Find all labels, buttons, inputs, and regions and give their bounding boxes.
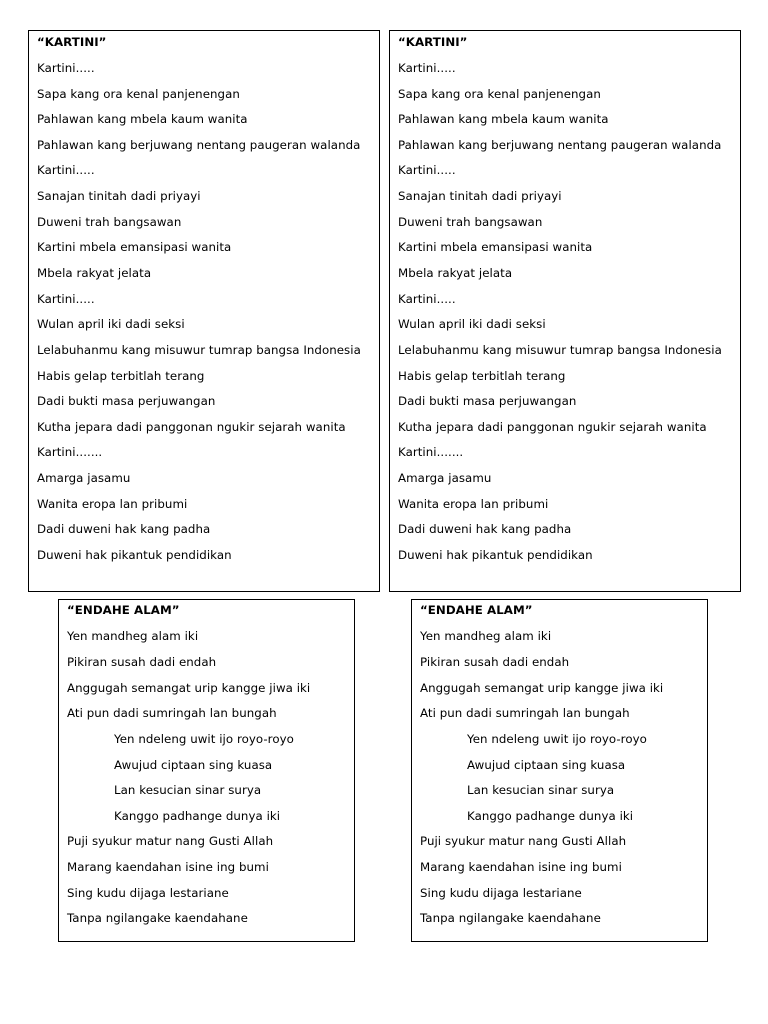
kartini-line: Kartini mbela emansipasi wanita [37, 240, 232, 254]
endahe-alam-title: “ENDAHE ALAM” [420, 603, 533, 617]
kartini-line: Kartini..... [37, 292, 95, 306]
endahe-alam-title: “ENDAHE ALAM” [67, 603, 180, 617]
kartini-line: Duweni trah bangsawan [398, 215, 543, 229]
endahe-alam-line: Pikiran susah dadi endah [420, 655, 570, 669]
kartini-line: Kartini mbela emansipasi wanita [398, 240, 593, 254]
kartini-line: Dadi duweni hak kang padha [37, 522, 211, 536]
kartini-line: Kartini..... [37, 61, 95, 75]
endahe-alam-line: Pikiran susah dadi endah [67, 655, 217, 669]
endahe-alam-line: Awujud ciptaan sing kuasa [467, 758, 626, 772]
kartini-line: Kartini..... [398, 292, 456, 306]
endahe-alam-line: Yen ndeleng uwit ijo royo-royo [114, 732, 294, 746]
kartini-line: Pahlawan kang mbela kaum wanita [37, 112, 248, 126]
kartini-line: Kartini..... [37, 163, 95, 177]
endahe-alam-line: Ati pun dadi sumringah lan bungah [67, 706, 277, 720]
kartini-line: Dadi bukti masa perjuwangan [37, 394, 216, 408]
endahe-alam-line: Anggugah semangat urip kangge jiwa iki [420, 681, 664, 695]
kartini-line: Pahlawan kang berjuwang nentang paugeran walanda [37, 138, 361, 152]
kartini-title: “KARTINI” [398, 35, 468, 49]
kartini-line: Pahlawan kang mbela kaum wanita [398, 112, 609, 126]
endahe-alam-line: Yen mandheg alam iki [420, 629, 552, 643]
kartini-line: Wanita eropa lan pribumi [398, 497, 549, 511]
endahe-alam-line: Puji syukur matur nang Gusti Allah [420, 834, 627, 848]
kartini-line: Kutha jepara dadi panggonan ngukir sejarah wanita [398, 420, 707, 434]
endahe-alam-line: Anggugah semangat urip kangge jiwa iki [67, 681, 311, 695]
endahe-alam-line: Sing kudu dijaga lestariane [420, 886, 582, 900]
endahe-alam-line: Awujud ciptaan sing kuasa [114, 758, 273, 772]
endahe-alam-line: Yen mandheg alam iki [67, 629, 199, 643]
endahe-alam-line: Sing kudu dijaga lestariane [67, 886, 229, 900]
kartini-line: Dadi duweni hak kang padha [398, 522, 572, 536]
kartini-line: Duweni hak pikantuk pendidikan [398, 548, 593, 562]
endahe-alam-line: Marang kaendahan isine ing bumi [420, 860, 622, 874]
kartini-poem-box-left [28, 30, 380, 592]
endahe-alam-line: Lan kesucian sinar surya [467, 783, 615, 797]
endahe-alam-line: Ati pun dadi sumringah lan bungah [420, 706, 630, 720]
kartini-line: Kartini..... [398, 61, 456, 75]
kartini-line: Amarga jasamu [37, 471, 131, 485]
kartini-line: Duweni trah bangsawan [37, 215, 182, 229]
kartini-line: Lelabuhanmu kang misuwur tumrap bangsa Indonesia [398, 343, 722, 357]
kartini-line: Lelabuhanmu kang misuwur tumrap bangsa Indonesia [37, 343, 361, 357]
kartini-line: Amarga jasamu [398, 471, 492, 485]
kartini-line: Mbela rakyat jelata [398, 266, 513, 280]
kartini-line: Pahlawan kang berjuwang nentang paugeran walanda [398, 138, 722, 152]
kartini-line: Wulan april iki dadi seksi [398, 317, 546, 331]
kartini-title: “KARTINI” [37, 35, 107, 49]
kartini-line: Dadi bukti masa perjuwangan [398, 394, 577, 408]
kartini-line: Sapa kang ora kenal panjenengan [37, 87, 240, 101]
kartini-line: Habis gelap terbitlah terang [398, 369, 566, 383]
endahe-alam-line: Kanggo padhange dunya iki [467, 809, 634, 823]
kartini-poem-box-right [389, 30, 741, 592]
endahe-alam-line: Marang kaendahan isine ing bumi [67, 860, 269, 874]
kartini-line: Duweni hak pikantuk pendidikan [37, 548, 232, 562]
endahe-alam-line: Yen ndeleng uwit ijo royo-royo [467, 732, 647, 746]
kartini-line: Sapa kang ora kenal panjenengan [398, 87, 601, 101]
endahe-alam-line: Tanpa ngilangake kaendahane [67, 911, 248, 925]
kartini-line: Kartini....... [398, 445, 464, 459]
kartini-line: Mbela rakyat jelata [37, 266, 152, 280]
kartini-line: Sanajan tinitah dadi priyayi [398, 189, 562, 203]
kartini-line: Habis gelap terbitlah terang [37, 369, 205, 383]
kartini-line: Wulan april iki dadi seksi [37, 317, 185, 331]
endahe-alam-line: Kanggo padhange dunya iki [114, 809, 281, 823]
kartini-line: Wanita eropa lan pribumi [37, 497, 188, 511]
endahe-alam-line: Puji syukur matur nang Gusti Allah [67, 834, 274, 848]
kartini-line: Sanajan tinitah dadi priyayi [37, 189, 201, 203]
endahe-alam-line: Lan kesucian sinar surya [114, 783, 262, 797]
kartini-line: Kartini..... [398, 163, 456, 177]
endahe-alam-poem-box-right [411, 599, 708, 942]
endahe-alam-line: Tanpa ngilangake kaendahane [420, 911, 601, 925]
kartini-line: Kutha jepara dadi panggonan ngukir sejarah wanita [37, 420, 346, 434]
kartini-line: Kartini....... [37, 445, 103, 459]
endahe-alam-poem-box-left [58, 599, 355, 942]
